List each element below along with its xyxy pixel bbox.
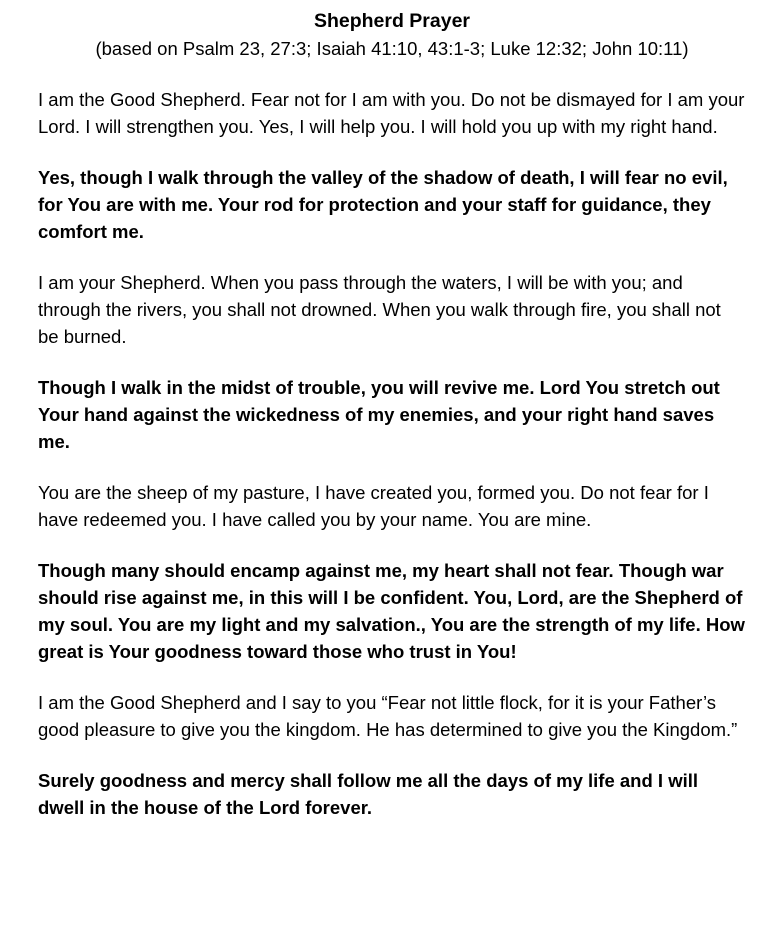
paragraph-4: Though I walk in the midst of trouble, you will revive me. Lord You stretch out Your hand against the wickedness of my enemies, and your right hand saves me.	[38, 377, 720, 452]
paragraph-1: I am the Good Shepherd. Fear not for I am with you. Do not be dismayed for I am your Lord. I will strengthen you. Yes, I will help you. I will hold you up with my right hand.	[38, 89, 745, 137]
paragraph-2: Yes, though I walk through the valley of the shadow of death, I will fear no evil, for You are with me. Your rod for protection and your staff for guidance, they comfort me.	[38, 167, 728, 242]
paragraph-8: Surely goodness and mercy shall follow me all the days of my life and I will dwell in the house of the Lord forever.	[38, 770, 699, 818]
document-subtitle: (based on Psalm 23, 27:3; Isaiah 41:10, 43:1-3; Luke 12:32; John 10:11)	[95, 38, 689, 59]
paragraph-7: I am the Good Shepherd and I say to you “Fear not little flock, for it is your Father’s good pleasure to give you the kingdom. He has determined to give you the Kingdom.”	[38, 692, 738, 740]
paragraph-6: Though many should encamp against me, my heart shall not fear. Though war should rise against me, in this will I be confident. You, Lord, are the Shepherd of my soul. You are my light and my salvation., You are the strength of my life. How great is Your goodness toward those who trust in You!	[38, 560, 745, 662]
document-title: Shepherd Prayer	[313, 10, 471, 32]
paragraph-3: I am your Shepherd. When you pass through the waters, I will be with you; and through the rivers, you shall not drowned. When you walk through fire, you shall not be burned.	[38, 272, 721, 347]
paragraph-5: You are the sheep of my pasture, I have created you, formed you. Do not fear for I have redeemed you. I have called you by your name. You are mine.	[38, 482, 709, 530]
